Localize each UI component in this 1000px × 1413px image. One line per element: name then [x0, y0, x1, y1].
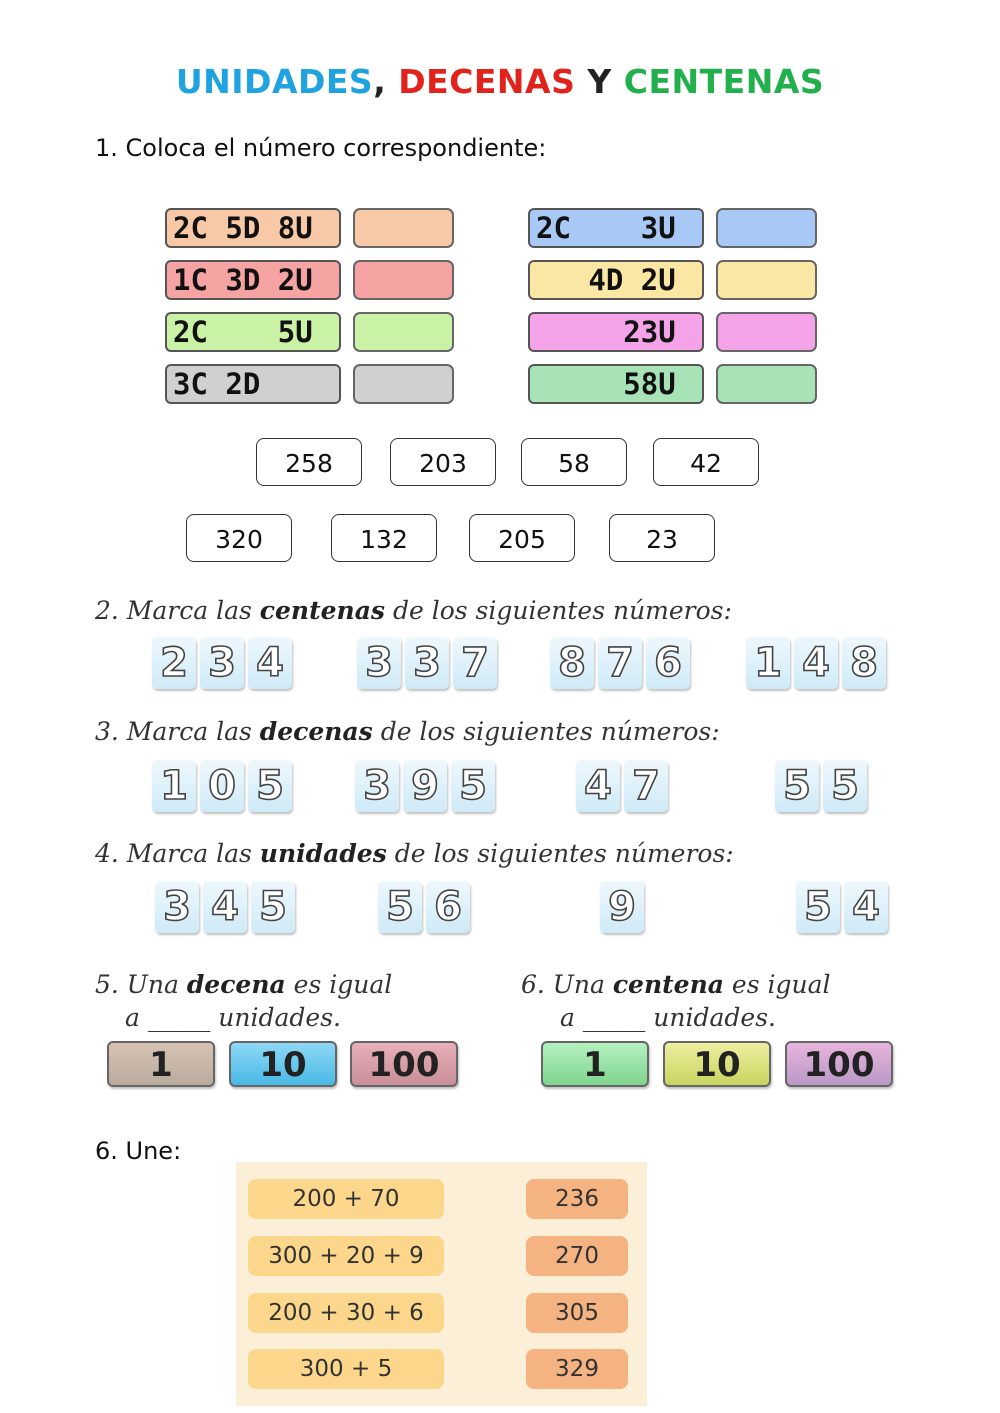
digit-tile[interactable]: 5 [378, 881, 422, 933]
digit-tile[interactable]: 5 [775, 760, 819, 812]
digit-tile[interactable]: 4 [248, 637, 292, 689]
number-option[interactable]: 132 [331, 514, 437, 562]
page-title [0, 62, 1000, 101]
number-option[interactable]: 320 [186, 514, 292, 562]
sum-item[interactable]: 200 + 30 + 6 [248, 1293, 444, 1333]
q3-label: 3. Marca las decenas de los siguientes números: [95, 717, 720, 746]
q3-numbers [0, 760, 1000, 816]
option-button[interactable]: 1 [541, 1041, 649, 1087]
digit-tile[interactable]: 7 [598, 637, 642, 689]
q4-label: 4. Marca las unidades de los siguientes números: [95, 839, 734, 868]
number-option[interactable]: 23 [609, 514, 715, 562]
q5-keyword: decena [186, 970, 286, 999]
result-item[interactable]: 329 [526, 1349, 628, 1389]
option-button[interactable]: 1 [107, 1041, 215, 1087]
option-button[interactable]: 100 [350, 1041, 458, 1087]
option-button[interactable]: 10 [663, 1041, 771, 1087]
answer-box[interactable] [716, 364, 817, 404]
answer-box[interactable] [353, 312, 454, 352]
result-item[interactable]: 236 [526, 1179, 628, 1219]
digit-tile[interactable]: 5 [251, 881, 295, 933]
title-y: Y [587, 62, 612, 101]
digit-tile[interactable]: 9 [403, 760, 447, 812]
digit-tile[interactable]: 3 [405, 637, 449, 689]
code-box: 4D 2U [528, 260, 704, 300]
digit-tile[interactable]: 2 [152, 637, 196, 689]
answer-box[interactable] [353, 208, 454, 248]
q2-label: 2. Marca las centenas de los siguientes números: [95, 596, 732, 625]
digit-tile[interactable]: 5 [451, 760, 495, 812]
digit-tile[interactable]: 4 [844, 881, 888, 933]
option-button[interactable]: 100 [785, 1041, 893, 1087]
answer-box[interactable] [353, 364, 454, 404]
q6-keyword: centena [612, 970, 724, 999]
digit-tile[interactable]: 8 [842, 637, 886, 689]
digit-tile[interactable]: 5 [823, 760, 867, 812]
result-item[interactable]: 305 [526, 1293, 628, 1333]
number-option[interactable]: 42 [653, 438, 759, 486]
matching-panel [236, 1162, 647, 1406]
digit-tile[interactable]: 3 [355, 760, 399, 812]
title-comma: , [373, 62, 387, 101]
code-box: 1C 3D 2U [165, 260, 341, 300]
digit-tile[interactable]: 7 [453, 637, 497, 689]
digit-tile[interactable]: 3 [357, 637, 401, 689]
code-box: 58U [528, 364, 704, 404]
q2-numbers [0, 637, 1000, 693]
number-option[interactable]: 258 [256, 438, 362, 486]
option-button[interactable]: 10 [229, 1041, 337, 1087]
digit-tile[interactable]: 8 [550, 637, 594, 689]
code-box: 2C 5U [165, 312, 341, 352]
sum-item[interactable]: 200 + 70 [248, 1179, 444, 1219]
q7-label: 6. Une: [95, 1137, 182, 1165]
digit-tile[interactable]: 5 [248, 760, 292, 812]
q6-line2: a _____ unidades. [560, 1003, 776, 1032]
digit-tile[interactable]: 6 [646, 637, 690, 689]
result-item[interactable]: 270 [526, 1236, 628, 1276]
digit-tile[interactable]: 4 [203, 881, 247, 933]
digit-tile[interactable]: 4 [576, 760, 620, 812]
digit-tile[interactable]: 9 [600, 881, 644, 933]
q5-line2: a _____ unidades. [125, 1003, 341, 1032]
q3-keyword: decenas [259, 717, 373, 746]
number-option[interactable]: 203 [390, 438, 496, 486]
title-decenas: DECENAS [398, 62, 576, 101]
code-box: 2C 3U [528, 208, 704, 248]
number-option[interactable]: 58 [521, 438, 627, 486]
q6-label: 6. Una centena es igual [521, 970, 831, 999]
answer-box[interactable] [716, 208, 817, 248]
digit-tile[interactable]: 4 [794, 637, 838, 689]
answer-box[interactable] [353, 260, 454, 300]
sum-item[interactable]: 300 + 20 + 9 [248, 1236, 444, 1276]
q4-numbers [0, 881, 1000, 937]
digit-tile[interactable]: 7 [624, 760, 668, 812]
title-centenas: CENTENAS [623, 62, 825, 101]
digit-tile[interactable]: 1 [152, 760, 196, 812]
code-box: 3C 2D [165, 364, 341, 404]
digit-tile[interactable]: 3 [200, 637, 244, 689]
number-option[interactable]: 205 [469, 514, 575, 562]
code-box: 23U [528, 312, 704, 352]
q5-label: 5. Una decena es igual [95, 970, 393, 999]
q1-label: 1. Coloca el número correspondiente: [95, 134, 547, 162]
sum-item[interactable]: 300 + 5 [248, 1349, 444, 1389]
digit-tile[interactable]: 1 [746, 637, 790, 689]
digit-tile[interactable]: 0 [200, 760, 244, 812]
q4-keyword: unidades [259, 839, 387, 868]
digit-tile[interactable]: 5 [796, 881, 840, 933]
code-box: 2C 5D 8U [165, 208, 341, 248]
digit-tile[interactable]: 3 [155, 881, 199, 933]
title-unidades: UNIDADES [175, 62, 374, 101]
digit-tile[interactable]: 6 [426, 881, 470, 933]
answer-box[interactable] [716, 260, 817, 300]
q2-keyword: centenas [259, 596, 386, 625]
answer-box[interactable] [716, 312, 817, 352]
